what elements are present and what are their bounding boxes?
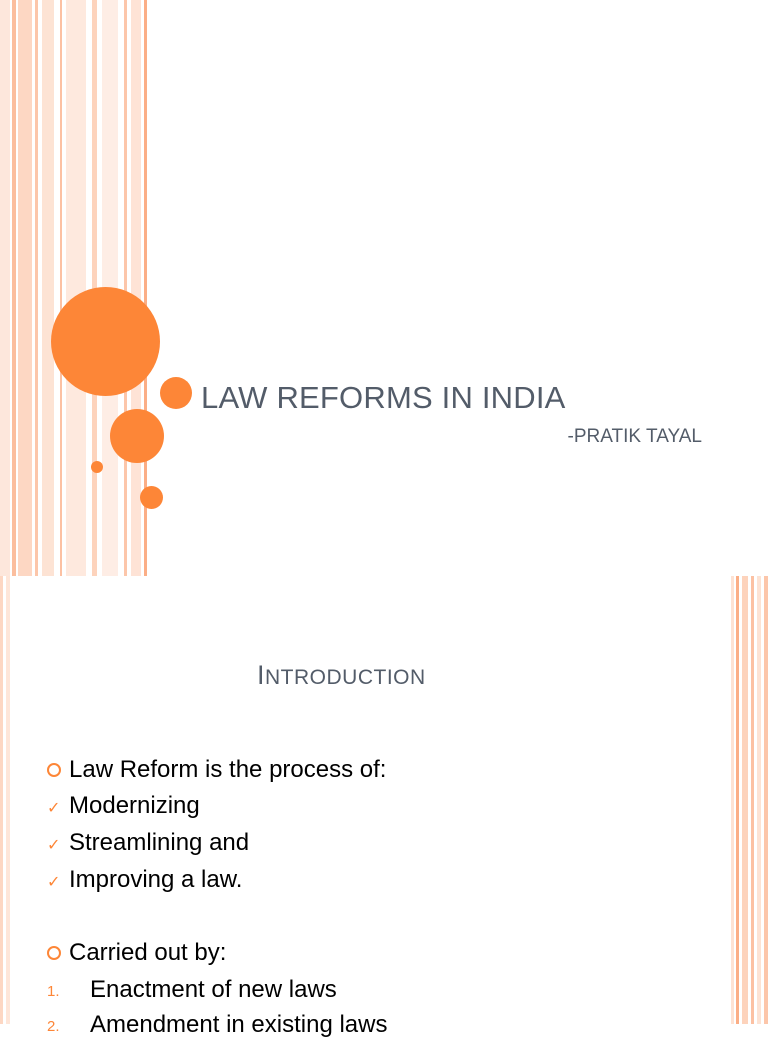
decor-stripe [12,0,16,576]
decor-stripe [124,0,127,576]
check-icon: ✓ [47,837,61,854]
ring-bullet-icon [47,763,61,777]
check-icon: ✓ [47,874,61,891]
decor-circle [140,486,163,509]
decor-stripe [18,0,32,576]
list-item: Enactment of new laws [90,976,337,1003]
decor-stripe [42,0,54,576]
check-icon: ✓ [47,800,61,817]
decor-stripe [60,0,62,576]
slide-title [257,660,426,691]
decor-stripe [0,0,10,576]
decor-stripe [764,576,768,1024]
slide-title: LAW REFORMS IN INDIA [201,380,566,415]
slide-subtitle: -PRATIK TAYAL [567,426,702,447]
decor-stripe [131,0,141,576]
decor-stripe [751,576,754,1024]
decor-circle [51,287,160,396]
decor-stripe [6,576,10,1024]
decor-stripe [757,576,761,1024]
ring-bullet-icon [47,946,61,960]
list-number: 2. [47,1018,60,1035]
list-number: 1. [47,983,60,1000]
list-item: Amendment in existing laws [90,1011,388,1038]
decor-circle [160,377,192,409]
bullet-heading: Carried out by: [69,939,227,966]
decor-stripe [736,576,739,1024]
decor-stripe [0,576,3,1024]
list-item: Streamlining and [69,829,250,856]
title-initial: I [257,660,266,690]
decor-circle [110,409,164,463]
list-item: Improving a law. [69,866,243,893]
list-item: Modernizing [69,792,200,819]
title-rest: NTRODUCTION [265,666,426,689]
decor-stripe [66,0,86,576]
decor-stripe [731,576,734,1024]
decor-stripe [35,0,38,576]
bullet-heading: Law Reform is the process of: [69,756,387,783]
decor-stripe [742,576,748,1024]
introduction-slide [0,576,768,1038]
decor-circle [91,461,103,473]
